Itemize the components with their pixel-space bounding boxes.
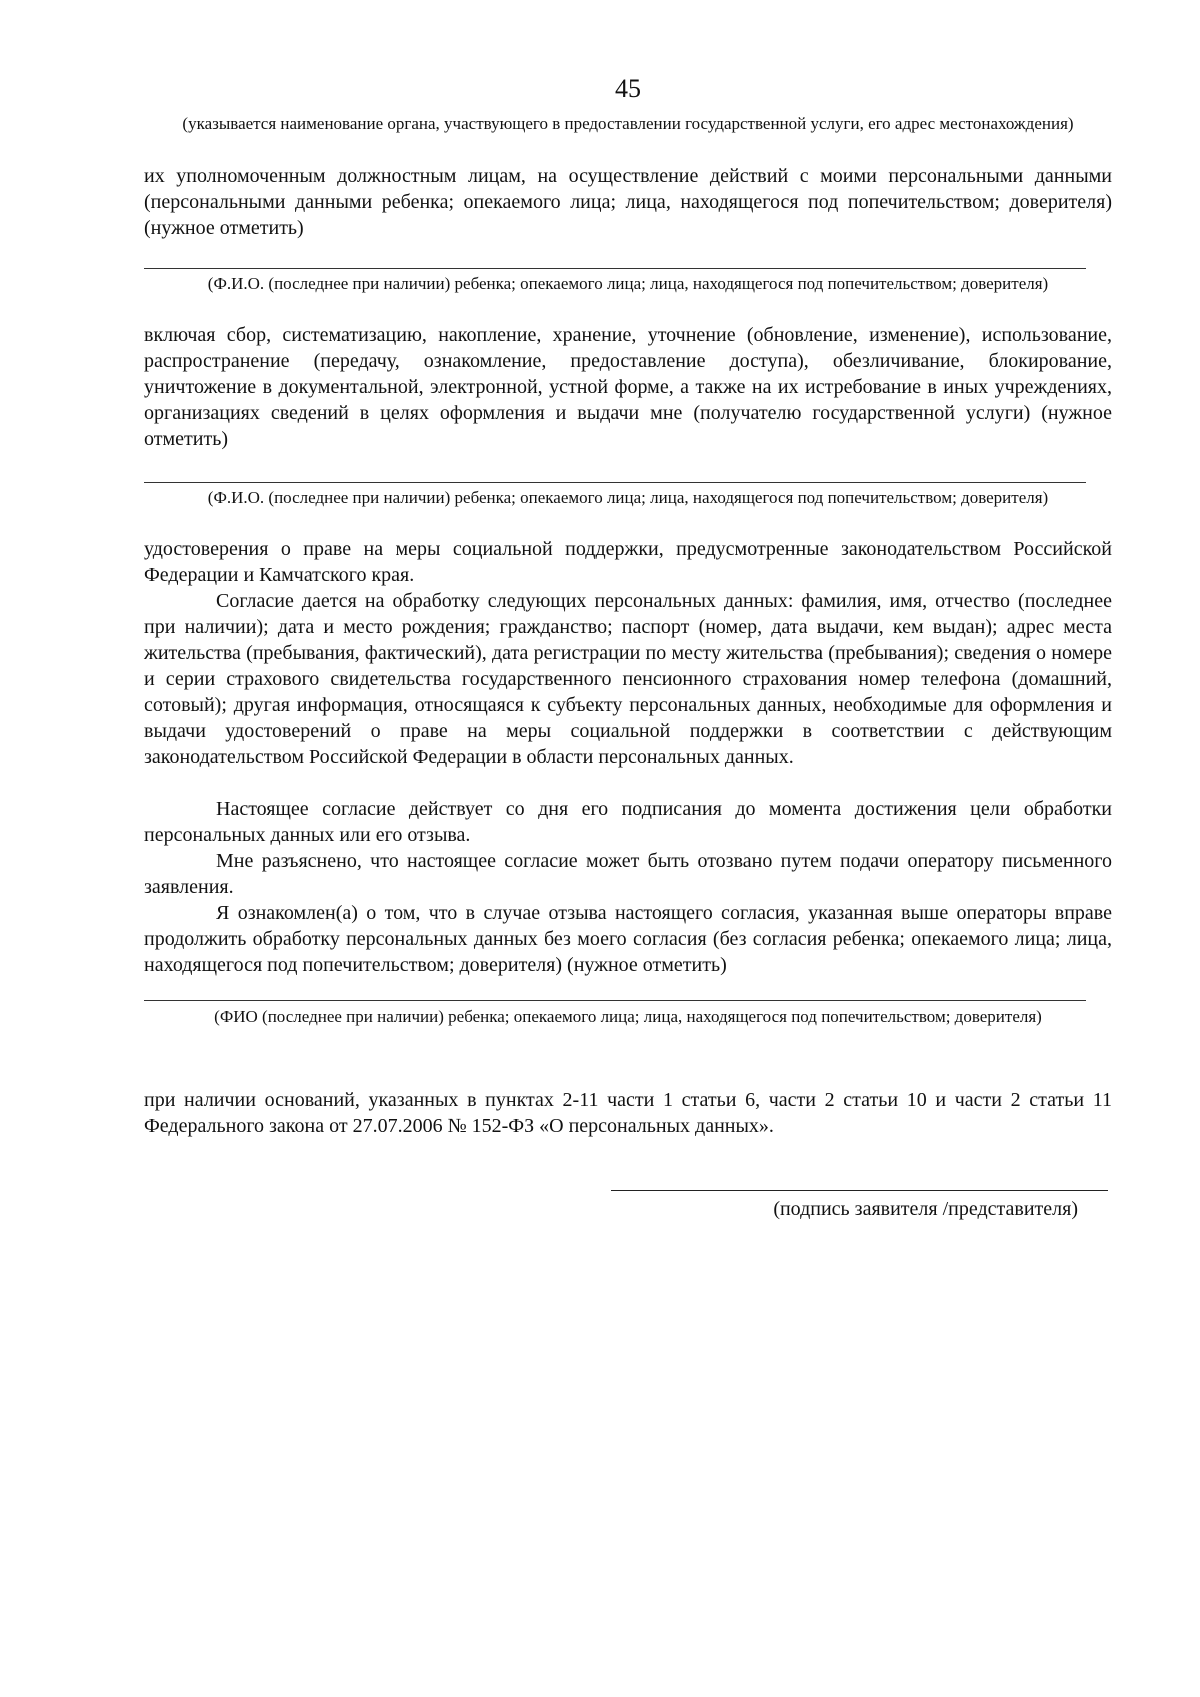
page-number: 45 — [615, 74, 641, 103]
fio-caption-3: (ФИО (последнее при наличии) ребенка; опекаемого лица; лица, находящегося под попечительством; доверителя) — [214, 1007, 1042, 1026]
paragraph-processing-actions: включая сбор, систематизацию, накопление, хранение, уточнение (обновление, изменение), использование, распространение (передачу, ознакомление, предоставление доступа), обезличивание, блокирование, уничтожение в документальной, электронной, устной форме, а также на их истребование в иных учреждениях, организациях сведений в целях оформления и выдачи мне (получателю государственной услуги) (нужное отметить) — [144, 324, 1112, 450]
signature-caption: (подпись заявителя /представителя) — [773, 1198, 1078, 1220]
fio-caption-1: (Ф.И.О. (последнее при наличии) ребенка; опекаемого лица; лица, находящегося под попечительством; доверителя) — [207, 274, 1049, 293]
fio-caption-2: (Ф.И.О. (последнее при наличии) ребенка; опекаемого лица; лица, находящегося под попечительством; доверителя) — [207, 488, 1049, 507]
paragraph-validity: Настоящее согласие действует со дня его подписания до момента достижения цели обработки персональных данных или его отзыва. — [144, 798, 1112, 846]
organ-caption: (указывается наименование органа, участвующего в предоставлении государственной услуги, его адрес местонахождения) — [182, 114, 1074, 133]
paragraph-acknowledgement: Я ознакомлен(а) о том, что в случае отзыва настоящего согласия, указанная выше операторы вправе продолжить обработку персональных данных без моего согласия (без согласия ребенка; опекаемого лица; лица, находящегося под попечительством; доверителя) (нужное отметить) — [144, 902, 1112, 976]
paragraph-data-list: Согласие дается на обработку следующих персональных данных: фамилия, имя, отчество (последнее при наличии); дата и место рождения; гражданство; паспорт (номер, дата выдачи, кем выдан); адрес места жительства (пребывания, фактический), дата регистрации по месту жительства (пребывания); сведения о номере и серии страхового свидетельства государственного пенсионного страхования номер телефона (домашний, сотовый); другая информация, относящаяся к субъекту персональных данных, необходимые для оформления и выдачи удостоверений о праве на меры социальной поддержки в соответствии с действующим законодательством Российской Федерации в области персональных данных. — [144, 590, 1112, 768]
paragraph-certificate: удостоверения о праве на меры социальной поддержки, предусмотренные законодательством Российской Федерации и Камчатского края. — [144, 538, 1112, 586]
fio-blank-line-1 — [144, 268, 1086, 269]
fio-blank-line-3 — [144, 1000, 1086, 1001]
fio-blank-line-2 — [144, 482, 1086, 483]
paragraph-revocation: Мне разъяснено, что настоящее согласие может быть отозвано путем подачи оператору письменного заявления. — [144, 850, 1112, 898]
paragraph-legal-basis: при наличии оснований, указанных в пунктах 2-11 части 1 статьи 6, части 2 статьи 10 и части 2 статьи 11 Федерального закона от 27.07.2006 № 152-ФЗ «О персональных данных». — [144, 1089, 1112, 1137]
paragraph-consent-intro: их уполномоченным должностным лицам, на осуществление действий с моими персональными данными (персональными данными ребенка; опекаемого лица; лица, находящегося под попечительством; доверителя) (нужное отметить) — [144, 165, 1112, 239]
signature-line — [611, 1190, 1108, 1191]
